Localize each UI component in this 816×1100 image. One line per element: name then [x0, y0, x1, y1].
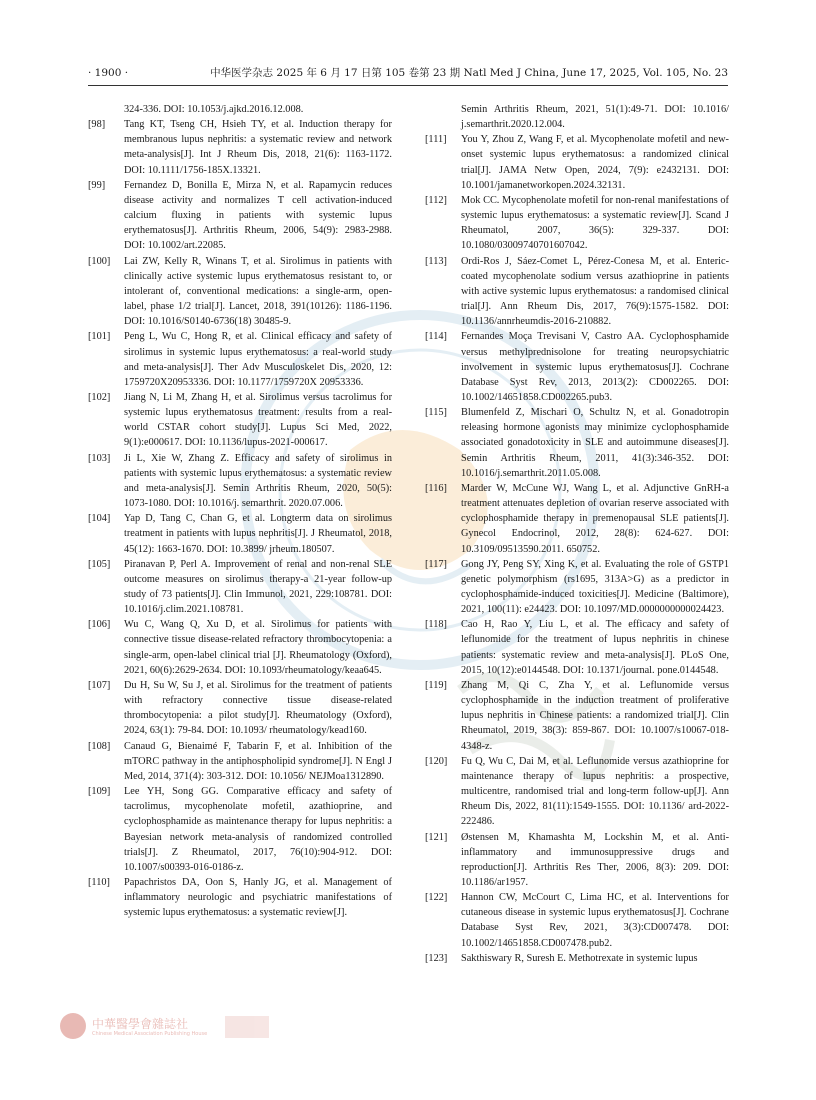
publisher-logo	[60, 1013, 270, 1043]
reference-item	[88, 511, 392, 556]
reference-number: [119]	[425, 679, 447, 691]
reference-number: [112]	[425, 194, 447, 206]
reference-number: [102]	[88, 391, 111, 403]
reference-text: Zhang M, Qi C, Zha Y, et al. Leflunomide versus cyclophosphamide in the induction treatment of proliferative lupus nephritis in Chinese patients: a randomized trial[J]. Clin Rheumatol, 2019, 38(3): 859-867. DOI: 10.1007/s10067-018-4348-z.	[461, 679, 729, 752]
reference-number: [122]	[425, 892, 448, 904]
reference-item	[425, 890, 729, 951]
reference-item	[88, 739, 392, 784]
reference-item	[425, 329, 729, 405]
publisher-name-cn: 中華醫學會雜誌社	[92, 1017, 189, 1031]
reference-item	[425, 754, 729, 830]
references-right-column	[425, 102, 729, 966]
reference-text: You Y, Zhou Z, Wang F, et al. Mycophenolate mofetil and new-onset systemic lupus erythematosus: a randomized clinical trial[J]. JAMA Netw Open, 2024, 7(9): e2432131. DOI: 10.1001/jamanetworkopen.2024.32131.	[461, 134, 729, 191]
reference-number: [98]	[88, 119, 106, 131]
publisher-mark-icon	[225, 1016, 269, 1038]
reference-text: Mok CC. Mycophenolate mofetil for non-renal manifestations of systemic lupus erythematosus: a systematic review[J]. Scand J Rheumatol, 2007, 36(5): 329-337. DOI: 10.1080/03009740701607042.	[461, 194, 729, 252]
reference-number: [108]	[88, 740, 111, 752]
reference-item	[425, 193, 729, 254]
reference-text: Canaud G, Bienaimé F, Tabarin F, et al. Inhibition of the mTORC pathway in the antiphospholipid syndrome[J]. N Engl J Med, 2014, 371(4): 303-312. DOI: 10.1056/ NEJMoa1312890.	[124, 740, 392, 782]
reference-number: [110]	[88, 876, 110, 888]
reference-item	[425, 678, 729, 754]
reference-number: [117]	[425, 558, 447, 570]
reference-item	[425, 405, 729, 481]
reference-text: Fernandez D, Bonilla E, Mirza N, et al. Rapamycin reduces disease activity and normalizes T cell activation-induced calcium fluxing in patients with systemic lupus erythematosus[J]. Arthritis Rheum, 2006, 54(9): 2983-2988. DOI: 10.1002/art.22085.	[124, 179, 392, 252]
reference-number: [114]	[425, 331, 447, 343]
reference-number: [118]	[425, 619, 447, 631]
reference-number: [120]	[425, 755, 448, 767]
reference-item	[88, 617, 392, 678]
reference-item	[88, 678, 392, 739]
reference-item	[425, 132, 729, 193]
reference-number: [104]	[88, 513, 111, 525]
running-header	[88, 66, 728, 84]
reference-number: [107]	[88, 679, 111, 691]
reference-number: [113]	[425, 255, 447, 267]
reference-number: [103]	[88, 452, 111, 464]
reference-number: [106]	[88, 619, 111, 631]
reference-text: Tang KT, Tseng CH, Hsieh TY, et al. Induction therapy for membranous lupus nephritis: a systematic review and network meta-analysis[J]. Int J Rheum Dis, 2018, 21(6): 1163-1172. DOI: 10.1111/1756-185X.13321.	[124, 119, 392, 176]
reference-item	[425, 830, 729, 891]
reference-item	[425, 254, 729, 330]
reference-item	[88, 178, 392, 254]
reference-number: [105]	[88, 558, 111, 570]
reference-text: Blumenfeld Z, Mischari O, Schultz N, et al. Gonadotropin releasing hormone agonists may minimize cyclophosphamide associated gonadotoxicity in SLE and autoimmune diseases[J]. Semin Arthritis Rheum, 2011, 41(3):346-352. DOI: 10.1016/j.semarthrit.2011.05.008.	[461, 407, 729, 479]
reference-item	[425, 557, 729, 618]
page-number: · 1900 ·	[88, 67, 129, 79]
reference-text: 324-336. DOI: 10.1053/j.ajkd.2016.12.008.	[124, 104, 304, 115]
publisher-seal-icon	[60, 1013, 86, 1039]
reference-number: [99]	[88, 179, 106, 191]
reference-text: Marder W, McCune WJ, Wang L, et al. Adjunctive GnRH-a treatment attenuates depletion of ovarian reserve associated with cyclophosphamide therapy in premenopausal SLE patients[J]. Gynecol Endocrinol, 2012, 28(8): 624-627. DOI: 10.3109/09513590.2011. 650752.	[461, 482, 729, 555]
reference-text: Semin Arthritis Rheum, 2021, 51(1):49-71. DOI: 10.1016/ j.semarthrit.2020.12.004.	[461, 104, 729, 131]
reference-text: Jiang N, Li M, Zhang H, et al. Sirolimus versus tacrolimus for systemic lupus erythematosus treatment: results from a real-world CSTAR cohort study[J]. Lupus Sci Med, 2022, 9(1):e000617. DOI: 10.1136/lupus-2021-000617.	[124, 391, 392, 449]
reference-item	[88, 451, 392, 512]
reference-number: [111]	[425, 134, 447, 146]
reference-text: Ordi-Ros J, Sáez-Comet L, Pérez-Conesa M, et al. Enteric-coated mycophenolate sodium versus azathioprine in patients with active systemic lupus erythematosus: a randomised clinical trial[J]. Ann Rheum Dis, 2017, 76(9):1575-1582. DOI: 10.1136/annrheumdis-2016-210882.	[461, 255, 729, 328]
reference-item	[425, 951, 729, 966]
reference-number: [116]	[425, 482, 447, 494]
reference-text: Du H, Su W, Su J, et al. Sirolimus for the treatment of patients with refractory connective tissue disease-related thrombocytopenia: a pilot study[J]. Rheumatology (Oxford), 2024, 63(1): 79-84. DOI: 10.1093/ rheumatology/kead160.	[124, 679, 392, 737]
reference-item	[425, 481, 729, 557]
journal-citation: 中华医学杂志 2025 年 6 月 17 日第 105 卷第 23 期 Natl Med J China, June 17, 2025, Vol. 105, No. 23	[210, 67, 728, 79]
reference-text: Ji L, Xie W, Zhang Z. Efficacy and safety of sirolimus in patients with systemic lupus erythematosus: a systematic review and meta-analysis[J]. Semin Arthritis Rheum, 2020, 50(5): 1073-1080. DOI: 10.1016/j. semarthrit. 2020.07.006.	[124, 452, 392, 510]
reference-number: [121]	[425, 831, 448, 843]
reference-text: Wu C, Wang Q, Xu D, et al. Sirolimus for patients with connective tissue disease-related refractory thrombocytopenia: a single-arm, open-label clinical trial [J]. Rheumatology (Oxford), 2021, 60(6):2629-2634. DOI: 10.1093/rheumatology/keaa645.	[124, 619, 392, 676]
reference-item	[88, 117, 392, 178]
reference-text: Fernandes Moça Trevisani V, Castro AA. Cyclophosphamide versus methylprednisolone for treating neuropsychiatric involvement in systemic lupus erythematosus[J]. Cochrane Database Syst Rev, 2013, 2013(2): CD002265. DOI: 10.1002/14651858.CD002265.pub3.	[461, 331, 729, 403]
reference-text: Fu Q, Wu C, Dai M, et al. Leflunomide versus azathioprine for maintenance therapy of lupus nephritis: a prospective, multicentre, randomised trial and long-term follow-up[J]. Ann Rheum Dis, 2022, 81(11):1549-1555. DOI: 10.1136/ ard-2022-222486.	[461, 755, 729, 828]
reference-text: Papachristos DA, Oon S, Hanly JG, et al. Management of inflammatory neurologic and psychiatric manifestations of systemic lupus erythematosus: a systematic review[J].	[124, 876, 392, 919]
reference-text: Sakthiswary R, Suresh E. Methotrexate in systemic lupus	[461, 952, 698, 964]
reference-text: Piranavan P, Perl A. Improvement of renal and non-renal SLE outcome measures on sirolimus therapy-a 21-year follow-up study of 73 patients[J]. Clin Immunol, 2021, 229:108781. DOI: 10.1016/j.clim.2021.108781.	[124, 558, 392, 616]
reference-item	[88, 390, 392, 451]
reference-number: [109]	[88, 786, 111, 798]
reference-item	[88, 784, 392, 875]
reference-item	[88, 875, 392, 920]
reference-item	[88, 102, 392, 117]
reference-text: Yap D, Tang C, Chan G, et al. Longterm data on sirolimus treatment in patients with lupus nephritis[J]. J Rheumatol, 2018, 45(12): 1663-1670. DOI: 10.3899/ jrheum.180507.	[124, 513, 392, 555]
header-divider	[88, 85, 728, 86]
publisher-name-en: Chinese Medical Association Publishing House	[92, 1031, 208, 1037]
reference-number: [123]	[425, 952, 448, 964]
reference-text: Cao H, Rao Y, Liu L, et al. The efficacy and safety of leflunomide for the treatment of lupus nephritis in chinese patients: systematic review and meta-analysis[J]. PLoS One, 2015, 10(12):e0144548. DOI: 10.1371/journal. pone.0144548.	[461, 619, 729, 676]
references-left-column	[88, 102, 392, 920]
reference-item	[88, 557, 392, 618]
reference-text: Lee YH, Song GG. Comparative efficacy and safety of tacrolimus, mycophenolate mofetil, azathioprine, and cyclophosphamide as maintenance therapy for lupus nephritis: a Bayesian network meta-analysis of randomized controlled trials[J]. Z Rheumatol, 2017, 76(10):904-912. DOI: 10.1007/s00393-016-0186-z.	[124, 786, 392, 873]
reference-text: Hannon CW, McCourt C, Lima HC, et al. Interventions for cutaneous disease in systemic lupus erythematosus[J]. Cochrane Database Syst Rev, 2021, 3(3):CD007478. DOI: 10.1002/14651858.CD007478.pub2.	[461, 892, 729, 949]
reference-item	[88, 329, 392, 390]
reference-text: Gong JY, Peng SY, Xing K, et al. Evaluating the role of GSTP1 genetic polymorphism (rs1695, 313A>G) as a predictor in cyclophosphamide-induced toxicities[J]. Medicine (Baltimore), 2021, 100(11): e24423. DOI: 10.1097/MD.0000000000024423.	[461, 558, 729, 616]
reference-text: Østensen M, Khamashta M, Lockshin M, et al. Anti-inflammatory and immunosuppressive drugs and reproduction[J]. Arthritis Res Ther, 2006, 8(3): 209. DOI: 10.1186/ar1957.	[461, 831, 729, 888]
reference-text: Peng L, Wu C, Hong R, et al. Clinical efficacy and safety of sirolimus in systemic lupus erythematosus: a real-world study and meta-analysis[J]. Ther Adv Musculoskelet Dis, 2020, 12: 1759720X20953336. DOI: 10.1177/1759720X 20953336.	[124, 331, 392, 388]
reference-text: Lai ZW, Kelly R, Winans T, et al. Sirolimus in patients with clinically active systemic lupus erythematosus resistant to, or intolerant of, conventional medications: a single-arm, open-label, phase 1/2 trial[J]. Lancet, 2018, 391(10126): 1186-1196. DOI: 10.1016/S0140-6736(18) 30485-9.	[124, 255, 392, 328]
reference-number: [115]	[425, 407, 447, 419]
reference-item	[88, 254, 392, 330]
reference-item	[425, 102, 729, 132]
reference-item	[425, 617, 729, 678]
reference-number: [100]	[88, 255, 111, 267]
reference-number: [101]	[88, 331, 111, 343]
